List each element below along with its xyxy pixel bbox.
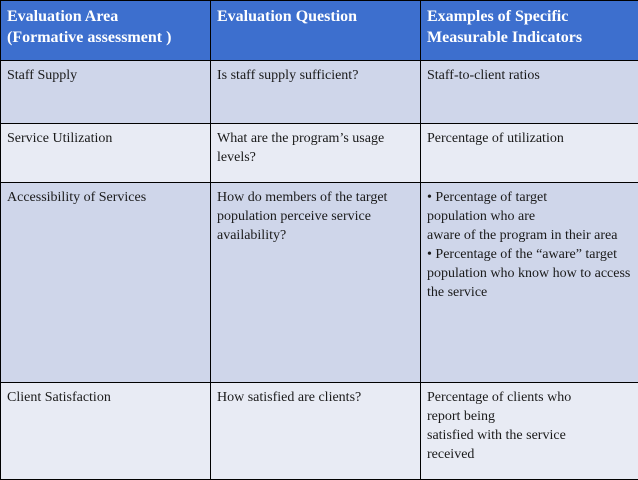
cell-indicators (421, 124, 638, 183)
cell-text: How satisfied are clients? (217, 388, 414, 407)
cell-text: Service Utilization (7, 129, 204, 148)
cell-area (1, 124, 211, 183)
header-label: Evaluation Question (217, 6, 414, 27)
cell-text: Accessibility of Services (7, 188, 204, 207)
table-row (1, 383, 638, 480)
cell-text: What are the program’s usage levels? (217, 129, 414, 167)
cell-area (1, 183, 211, 383)
cell-text: Staff-to-client ratios (427, 66, 632, 85)
cell-question (211, 183, 421, 383)
cell-indicators (421, 183, 638, 383)
header-label: Examples of Specific Measurable Indicators (427, 6, 632, 48)
cell-text: Percentage of utilization (427, 129, 632, 148)
cell-text: Is staff supply sufficient? (217, 66, 414, 85)
header-label: Evaluation Area (Formative assessment ) (7, 6, 204, 48)
cell-question (211, 383, 421, 480)
table-row (1, 183, 638, 383)
header-indicators (421, 1, 638, 61)
cell-text: Staff Supply (7, 66, 204, 85)
cell-area (1, 383, 211, 480)
cell-text: How do members of the target population perceive service availability? (217, 188, 414, 245)
header-evaluation-area (1, 1, 211, 61)
cell-question (211, 124, 421, 183)
table-header-row (1, 1, 638, 61)
cell-text: Percentage of clients who report being satisfied with the service received (427, 388, 632, 464)
cell-question (211, 61, 421, 124)
cell-text: Client Satisfaction (7, 388, 204, 407)
cell-indicators (421, 383, 638, 480)
table-row (1, 61, 638, 124)
cell-area (1, 61, 211, 124)
cell-text: • Percentage of target population who are aware of the program in their area • Percentage of the “aware” target population who know how to access the service (427, 188, 632, 302)
header-evaluation-question (211, 1, 421, 61)
cell-indicators (421, 61, 638, 124)
table-row (1, 124, 638, 183)
